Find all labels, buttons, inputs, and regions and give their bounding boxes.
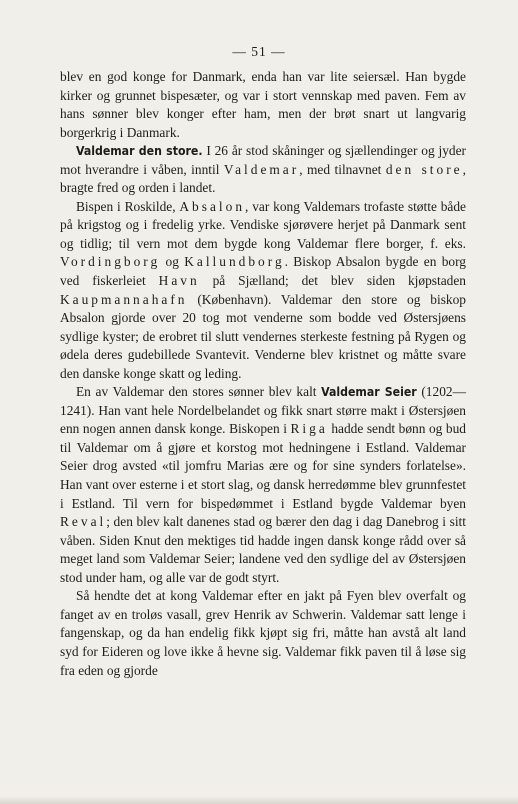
text-run: hadde sendt bønn og bud til Valdemar om å gjøre et korstog mot hedningene i Estland. Valdemar Seier drog avsted «til jomfru Marias ære og for sine synders forlatelse». Han vant over esterne i et stort slag, og dansk herredømme blev grunnfestet i Estland. Til vern for bispedømmet i Estland bygde Valdemar byen (60, 421, 467, 511)
text-run: , bragte fred og orden i landet. (60, 161, 466, 196)
paragraph-3 (60, 198, 466, 383)
text-run: ; den blev kalt danenes stad og bærer den dag i dag Danebrog i sitt våben. Siden Knut den mektiges tid hadde ingen dansk konge rådd over så meget land som Valdemar Seier; landene ved den sydlige del av Østersjøen stod under ham, og alle var de godt styrt. (60, 514, 466, 585)
text-run: En av Valdemar den stores sønner blev kalt (76, 384, 322, 400)
text-run: på Sjælland; det blev siden kjøpstaden (199, 273, 466, 289)
section-heading: Valdemar den store. (76, 144, 203, 159)
emphasized-name: Reval (60, 514, 107, 530)
paragraph-1 (60, 68, 466, 142)
emphasized-name: Kallundborg (184, 254, 285, 270)
text-run: (København). Valdemar den store og biskop Absalon gjorde over 20 tog mot venderne som bodde ved Østersjøens sydlige kyster; de erobret til slutt vendernes sterkeste festning på Rygen og ødela deres gudebillede Svantevit. Venderne blev kristnet og måtte svare den danske konge skatt og leding. (60, 291, 466, 381)
paragraph-5 (60, 587, 466, 680)
text-run: . Biskop Absalon bygde en borg ved fiskerleiet (60, 254, 466, 289)
emphasized-name: Vordingborg (60, 254, 161, 270)
text-run: I 26 år stod skåninger og sjællendinger og jyder mot hverandre i våben, inntil (60, 143, 466, 177)
emphasized-name: den store (385, 161, 463, 177)
body-text (60, 68, 466, 680)
page-number: — 51 — (232, 44, 286, 59)
emphasized-name: Havn (158, 273, 200, 289)
text-run: og (160, 254, 185, 270)
text-run: Bispen i Roskilde, (76, 198, 180, 214)
emphasized-name: Absalon (179, 198, 246, 214)
text-run: (1202—1241). Han vant hele Nordelbelandet og fikk snart større makt i Østersjøen enn nogen annen dansk konge. Biskopen i (60, 384, 466, 437)
text-run: , med tilnavnet (299, 161, 386, 177)
paragraph-4 (60, 383, 466, 587)
text-run: blev en god konge for Danmark, enda han var lite seiersæl. Han bygde kirker og grunnet bispesæter, og var i stort vennskap med paven. Fem av hans sønner blev konger efter ham, men der brøt snart ut langvarig borgerkrig i Danmark. (60, 69, 466, 140)
section-heading: Valdemar Seier (321, 385, 417, 400)
paragraph-2 (60, 142, 466, 198)
emphasized-name: Riga (290, 421, 328, 437)
emphasized-name: Kaupmannahafn (60, 291, 188, 307)
text-run: , var kong Valdemars trofaste støtte både på krigstog og i fredelig yrke. Vendiske sjørøvere herjet på Danmark sent og tidlig; til vern mot dem bygde kong Valdemar flere borger, f. eks. (60, 198, 466, 251)
emphasized-name: Valdemar (223, 161, 300, 177)
text-run: Så hendte det at kong Valdemar efter en jakt på Fyen blev overfalt og fanget av en troløs vasall, grev Henrik av Schwerin. Valdemar satt lenge i fangenskap, og da han endelig fikk kjøpt sig fri, måtte han avstå alt land syd for Eideren og love ikke å hevne sig. Valdemar fikk paven til å løse sig fra eden og gjorde (60, 588, 466, 678)
page-edge-shadow (0, 796, 518, 804)
